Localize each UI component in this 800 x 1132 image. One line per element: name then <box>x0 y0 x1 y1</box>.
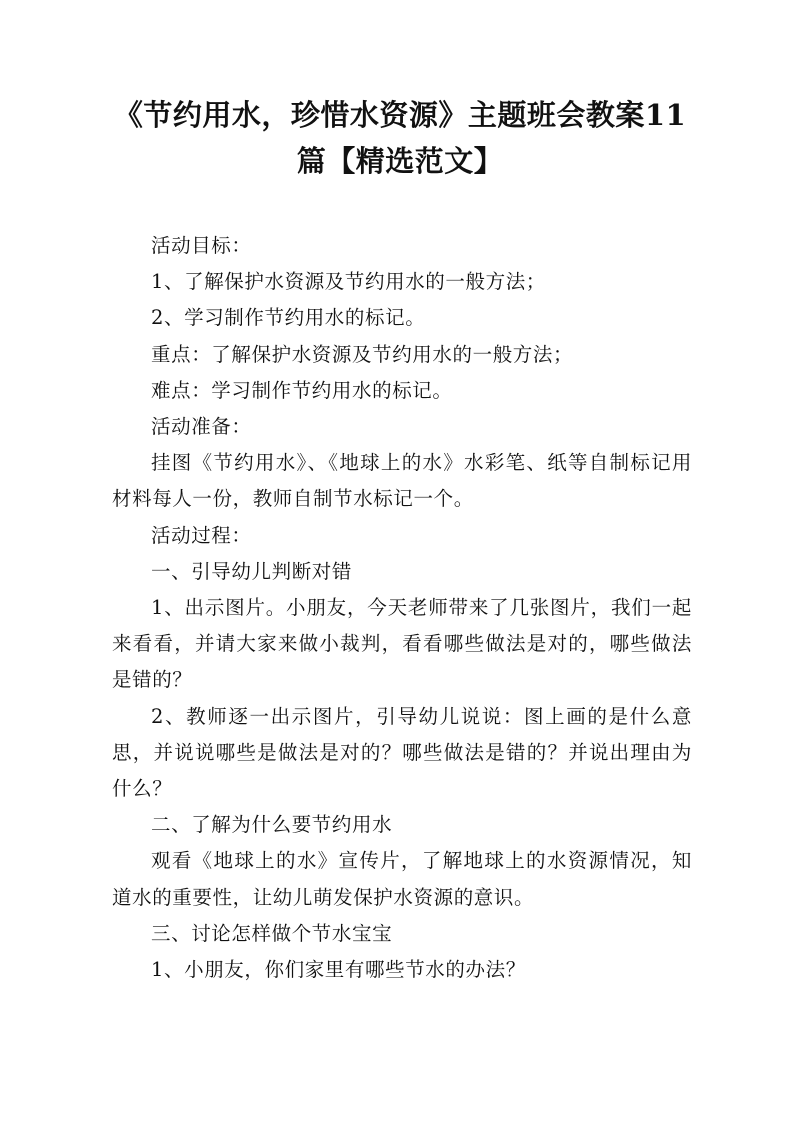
paragraph-difficult-point: 难点：学习制作节约用水的标记。 <box>151 378 453 402</box>
paragraph-preparation-heading: 活动准备： <box>151 415 252 439</box>
paragraph-goal-1: 1、了解保护水资源及节约用水的一般方法； <box>151 270 546 294</box>
paragraph-section-1-step-1: 1、出示图片。小朋友，今天老师带来了几张图片，我们一起来看看，并请大家来做小裁判，看看哪些做法是对的，哪些做法是错的？ <box>112 596 692 692</box>
paragraph-section-2-body: 观看《地球上的水》宣传片，了解地球上的水资源情况，知道水的重要性，让幼儿萌发保护水资源的意识。 <box>112 849 692 909</box>
paragraph-section-3-heading: 三、讨论怎样做个节水宝宝 <box>151 921 393 945</box>
paragraph-process-heading: 活动过程： <box>151 523 252 547</box>
paragraph-section-2-heading: 二、了解为什么要节约用水 <box>151 813 393 837</box>
paragraph-section-1-step-2: 2、教师逐一出示图片，引导幼儿说说：图上画的是什么意思，并说说哪些是做法是对的？哪些做法是错的？并说出理由为什么？ <box>112 704 692 801</box>
document-title: 《节约用水，珍惜水资源》主题班会教案11篇【精选范文】 <box>113 98 687 178</box>
paragraph-section-3-step-1: 1、小朋友，你们家里有哪些节水的办法？ <box>151 958 526 982</box>
paragraph-goal-2: 2、学习制作节约用水的标记。 <box>151 306 426 330</box>
paragraph-section-1-heading: 一、引导幼儿判断对错 <box>151 559 353 583</box>
paragraph-preparation: 挂图《节约用水》、《地球上的水》水彩笔、纸等自制标记用材料每人一份，教师自制节水标记一个。 <box>112 451 692 511</box>
paragraph-key-point: 重点：了解保护水资源及节约用水的一般方法； <box>151 342 574 366</box>
paragraph-activity-goals-heading: 活动目标： <box>151 234 252 257</box>
document-body <box>112 228 692 988</box>
